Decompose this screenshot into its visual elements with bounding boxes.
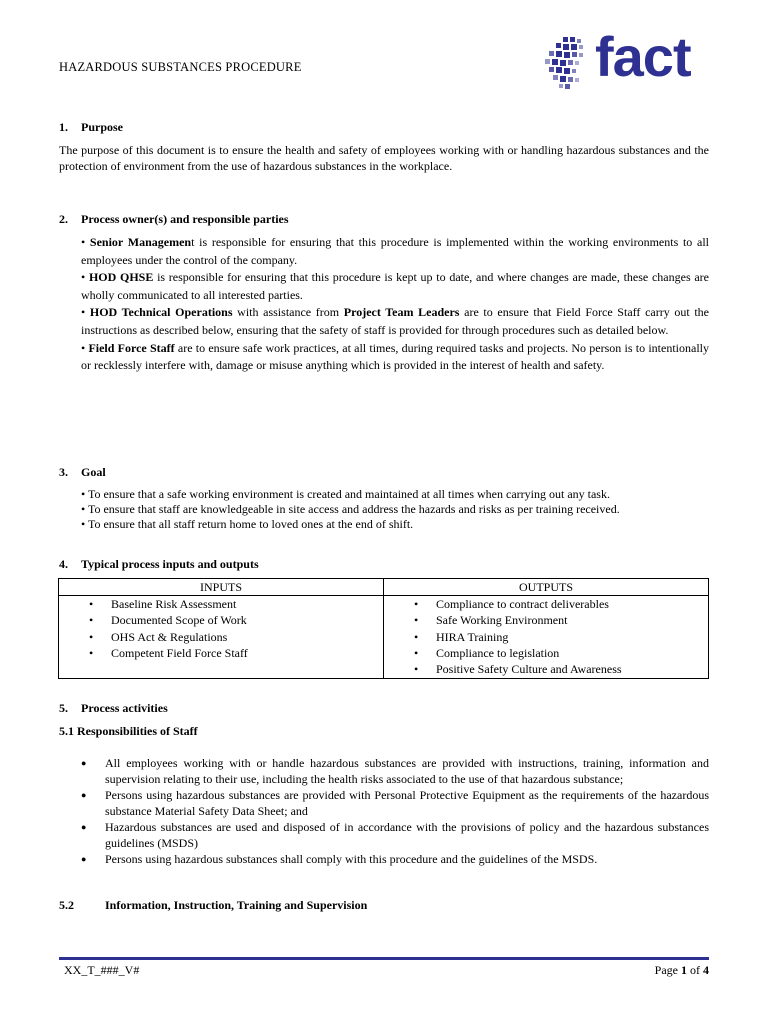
section-number: 4.	[59, 557, 68, 571]
party-description: is responsible for ensuring that this procedure is kept up to date, and where changes are made, these changes are wholly communicated to all interested parties.	[81, 270, 709, 302]
section-owners-heading	[59, 211, 289, 227]
total-pages: 4	[703, 963, 709, 977]
responsibility-item: ● Hazardous substances are used and disposed of in accordance with the provisions of policy and the hazardous substances guidelines (MSDS)	[81, 819, 709, 851]
subsection-number: 5.2	[59, 898, 74, 912]
responsible-parties-list	[81, 234, 709, 375]
section-number: 3.	[59, 465, 68, 479]
input-item: • OHS Act & Regulations	[59, 629, 383, 645]
logo-wordmark: fact	[595, 25, 691, 88]
output-item: • Compliance to contract deliverables	[384, 596, 708, 612]
subsection-5-1-heading: 5.1 Responsibilities of Staff	[59, 724, 198, 738]
inputs-outputs-table	[58, 578, 709, 679]
section-number: 2.	[59, 212, 68, 226]
fact-logo	[543, 25, 708, 93]
goal-item: • To ensure that staff are knowledgeable in site access and address the hazards and risks as per training received.	[81, 502, 620, 516]
party-hod-technical: • HOD Technical Operations with assistance from Project Team Leaders are to ensure that Field Force Staff carry out the instructions as described below, ensuring that the safety of staff is provided for through procedures such as detailed below.	[81, 305, 709, 337]
input-item: • Documented Scope of Work	[59, 612, 383, 628]
section-purpose-heading	[59, 119, 123, 135]
of-label: of	[690, 963, 700, 977]
inputs-cell	[59, 596, 384, 679]
party-name: HOD QHSE	[88, 270, 154, 285]
output-item: • Positive Safety Culture and Awareness	[384, 661, 708, 677]
party-hod-qhse: • HOD QHSE is responsible for ensuring that this procedure is kept up to date, and where changes are made, these changes are wholly communicated to all interested parties.	[81, 270, 709, 302]
purpose-text: The purpose of this document is to ensure the health and safety of employees working with or handling hazardous substances and the protection of environment from the use of hazardous substances in the workplace.	[59, 143, 709, 173]
section-title: Process owner(s) and responsible parties	[81, 212, 289, 226]
party-name: Field Force Staff	[88, 340, 175, 355]
party-field-force: • Field Force Staff are to ensure safe work practices, at all times, during required tasks and projects. No person is to intentionally or recklessly interfere with, damage or misuse anything which is provided in the interest of health and safety.	[81, 340, 709, 373]
section-io-heading	[59, 556, 259, 572]
goal-list	[81, 487, 709, 532]
outputs-cell	[384, 596, 709, 679]
page-indicator	[655, 962, 709, 978]
party-description: are to ensure that Field Force Staff carry out the instructions as described below, ensuring that the safety of staff is provided for through procedures such as detailed below.	[81, 305, 709, 337]
pixel-mosaic-icon	[543, 33, 595, 93]
document-title: HAZARDOUS SUBSTANCES PROCEDURE	[59, 60, 302, 74]
document-code: XX_T_###_V#	[64, 963, 140, 977]
footer-divider	[59, 957, 709, 960]
goal-text: To ensure that staff are knowledgeable in site access and address the hazards and risks as per training received.	[87, 502, 620, 516]
input-item: • Competent Field Force Staff	[59, 645, 383, 661]
page-number: 1	[681, 963, 687, 977]
section-title: Purpose	[81, 120, 123, 134]
party-name: Senior Managemen	[89, 235, 192, 249]
responsibility-item: ● All employees working with or handle hazardous substances are provided with instructions, training, information and supervision relating to their use, including the health risks associated to the use of that hazardous substance;	[81, 755, 709, 787]
subsection-title: Information, Instruction, Training and Supervision	[105, 898, 368, 912]
goal-text: To ensure that a safe working environment is created and maintained at all times when carrying out any task.	[87, 487, 610, 501]
party-name: HOD Technical Operations	[89, 305, 233, 320]
output-item: • HIRA Training	[384, 629, 708, 645]
responsibility-item: ● Persons using hazardous substances are provided with Personal Protective Equipment as the requirements of the hazardous substance Material Safety Data Sheet; and	[81, 787, 709, 819]
page-label: Page	[654, 963, 678, 977]
section-activities-heading	[59, 700, 168, 716]
staff-responsibilities-list	[81, 755, 709, 867]
subsection-5-2-heading	[59, 897, 367, 913]
section-title: Goal	[81, 465, 106, 479]
section-goal-heading	[59, 464, 106, 480]
goal-text: To ensure that all staff return home to loved ones at the end of shift.	[87, 517, 414, 531]
responsibility-item: ● Persons using hazardous substances shall comply with this procedure and the guidelines of the MSDS.	[81, 851, 709, 867]
party-description: t is responsible for ensuring that this procedure is implemented within the working environments to all employees under the control of the company.	[81, 235, 709, 267]
section-number: 5.	[59, 701, 68, 715]
section-title: Typical process inputs and outputs	[81, 557, 259, 571]
section-number: 1.	[59, 120, 68, 134]
goal-item: • To ensure that all staff return home to loved ones at the end of shift.	[81, 517, 414, 531]
output-item: • Safe Working Environment	[384, 612, 708, 628]
party-senior-management: • Senior Management is responsible for ensuring that this procedure is implemented within the working environments to all employees under the control of the company.	[81, 235, 709, 267]
party-connector: with assistance from	[232, 305, 344, 320]
party-description: are to ensure safe work practices, at all times, during required tasks and projects. No person is to intentionally or recklessly interfere with, damage or misuse anything which is provided in the interest of health and safety.	[81, 340, 709, 373]
party-name: Project Team Leaders	[343, 305, 460, 320]
goal-item: • To ensure that a safe working environment is created and maintained at all times when carrying out any task.	[81, 487, 610, 501]
input-item: • Baseline Risk Assessment	[59, 596, 383, 612]
section-title: Process activities	[81, 701, 168, 715]
inputs-header: INPUTS	[59, 579, 384, 596]
output-item: • Compliance to legislation	[384, 645, 708, 661]
outputs-header: OUTPUTS	[384, 579, 709, 596]
